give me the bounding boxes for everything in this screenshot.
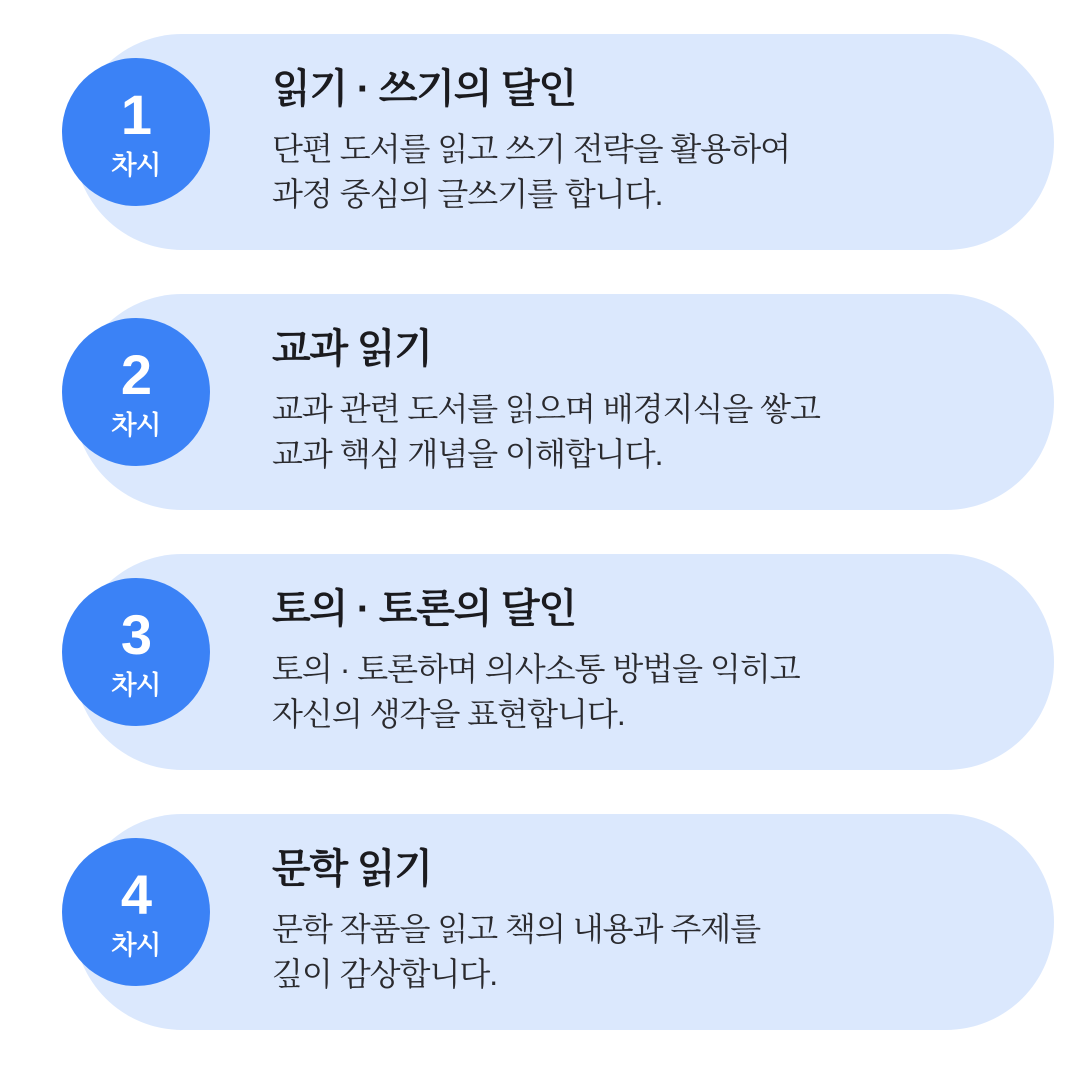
lesson-text-block	[272, 67, 790, 218]
lesson-description-line: 교과 핵심 개념을 이해합니다.	[272, 436, 663, 472]
lesson-description-line: 과정 중심의 글쓰기를 합니다.	[272, 176, 663, 212]
lesson-description-line: 깊이 감상합니다.	[272, 956, 498, 992]
lesson-description-line: 단편 도서를 읽고 쓰기 전략을 활용하여	[272, 130, 791, 167]
badge-unit-label: 차시	[111, 669, 161, 700]
badge-number: 2	[120, 342, 152, 406]
badge-number: 1	[120, 82, 152, 146]
lesson-text-block	[272, 327, 820, 478]
lesson-title: 읽기 · 쓰기의 달인	[272, 66, 576, 111]
badge-unit-label: 차시	[111, 929, 161, 960]
list-item[interactable]	[62, 814, 1034, 1030]
lesson-title: 문학 읽기	[272, 846, 432, 891]
lesson-text-block	[272, 847, 760, 998]
lesson-description-line: 문학 작품을 읽고 책의 내용과 주제를	[272, 910, 761, 947]
lesson-text-block	[272, 587, 800, 738]
badge-number: 3	[120, 602, 152, 666]
list-item[interactable]	[62, 554, 1034, 770]
lesson-description-line: 토의 · 토론하며 의사소통 방법을 익히고	[272, 650, 800, 687]
lesson-number-badge	[62, 578, 210, 726]
badge-unit-label: 차시	[111, 409, 161, 440]
lesson-number-badge	[62, 318, 210, 466]
lesson-number-badge	[62, 58, 210, 206]
badge-unit-label: 차시	[111, 149, 161, 180]
list-item[interactable]	[62, 34, 1034, 250]
badge-number: 4	[120, 862, 152, 926]
list-item[interactable]	[62, 294, 1034, 510]
lesson-number-badge	[62, 838, 210, 986]
lesson-description-line: 자신의 생각을 표현합니다.	[272, 696, 625, 732]
lesson-description-line: 교과 관련 도서를 읽으며 배경지식을 쌓고	[272, 390, 820, 427]
lesson-title: 토의 · 토론의 달인	[272, 586, 576, 631]
lesson-title: 교과 읽기	[272, 326, 432, 371]
